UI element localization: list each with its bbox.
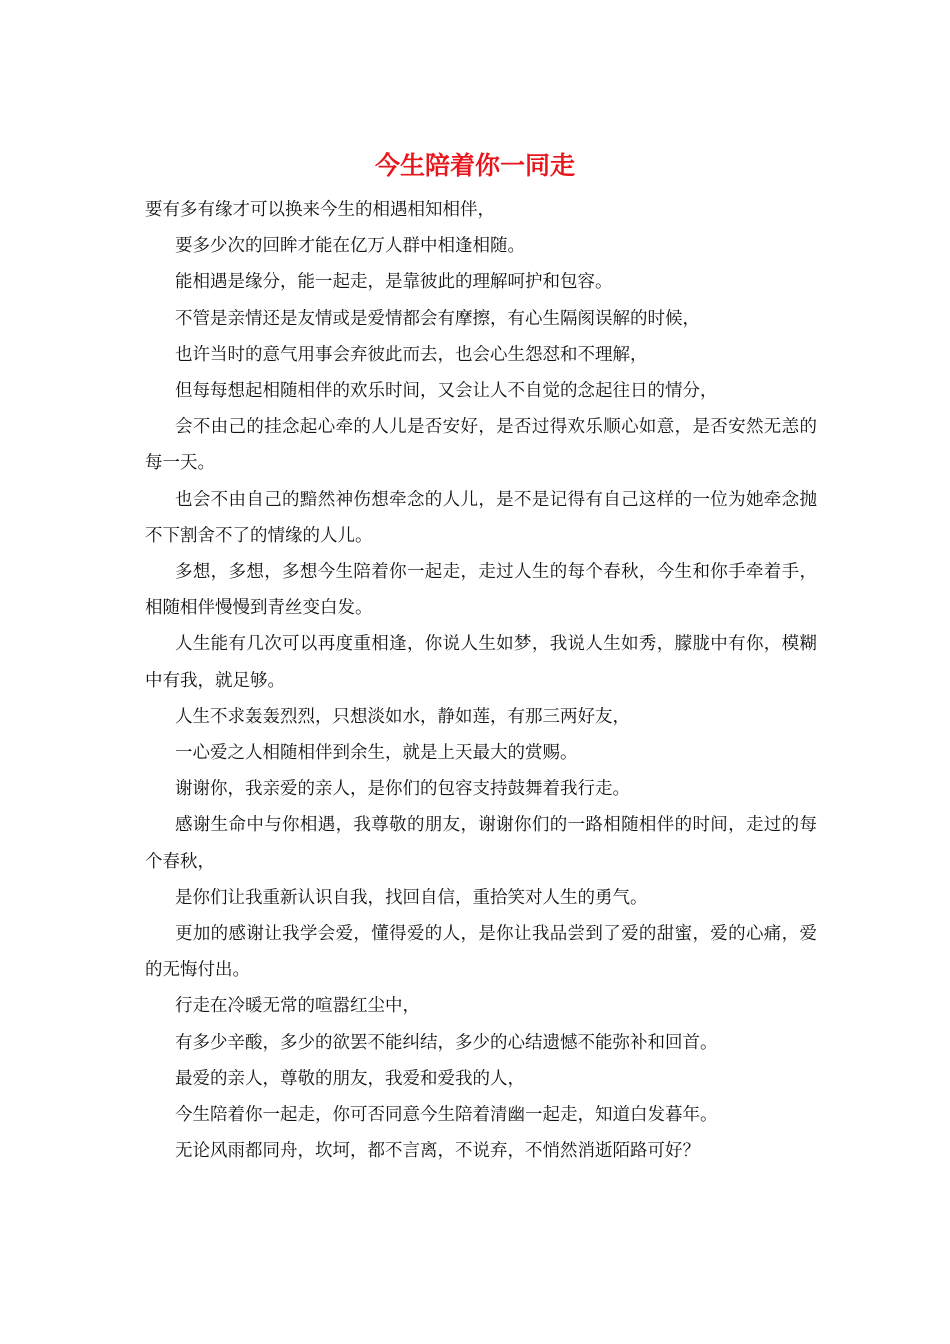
paragraph: 一心爱之人相随相伴到余生，就是上天最大的赏赐。 xyxy=(175,743,578,764)
document-title: 今生陪着你一同走 xyxy=(374,151,575,180)
paragraph: 感谢生命中与你相遇，我尊敬的朋友，谢谢你们的一路相随相伴的时间，走过的每个春秋， xyxy=(145,815,817,872)
paragraph: 行走在冷暖无常的喧嚣红尘中， xyxy=(175,996,420,1017)
paragraph: 能相遇是缘分，能一起走，是靠彼此的理解呵护和包容。 xyxy=(175,272,613,293)
paragraph: 要有多有缘才可以换来今生的相遇相知相伴， xyxy=(145,200,495,220)
paragraph: 有多少辛酸，多少的欲罢不能纠结，多少的心结遗憾不能弥补和回首。 xyxy=(175,1032,718,1053)
paragraph: 也会不由自己的黯然神伤想牵念的人儿，是不是记得有自己这样的一位为她牵念抛不下割舍不了的情缘的人儿。 xyxy=(145,489,817,546)
paragraph: 今生陪着你一起走，你可否同意今生陪着清幽一起走，知道白发暮年。 xyxy=(175,1105,718,1126)
paragraph: 会不由己的挂念起心牵的人儿是否安好，是否过得欢乐顺心如意，是否安然无恙的每一天。 xyxy=(145,417,817,474)
paragraph: 人生不求轰轰烈烈，只想淡如水，静如莲，有那三两好友， xyxy=(175,706,630,727)
document-body xyxy=(145,192,817,1169)
paragraph: 不管是亲情还是友情或是爱情都会有摩擦，有心生隔阂误解的时候， xyxy=(175,308,700,329)
paragraph: 是你们让我重新认识自我，找回自信，重拾笑对人生的勇气。 xyxy=(175,887,648,908)
paragraph: 也许当时的意气用事会弃彼此而去，也会心生怨怼和不理解， xyxy=(175,344,648,365)
paragraph: 多想，多想，多想今生陪着你一起走，走过人生的每个春秋，今生和你手牵着手，相随相伴慢慢到青丝变白发。 xyxy=(145,562,817,619)
paragraph: 但每每想起相随相伴的欢乐时间，又会让人不自觉的念起往日的情分， xyxy=(175,381,718,402)
paragraph: 要多少次的回眸才能在亿万人群中相逢相随。 xyxy=(175,236,525,257)
paragraph: 无论风雨都同舟，坎坷，都不言离，不说弃，不悄然消逝陌路可好？ xyxy=(175,1141,700,1162)
paragraph: 更加的感谢让我学会爱，懂得爱的人，是你让我品尝到了爱的甜蜜，爱的心痛，爱的无悔付出。 xyxy=(145,924,817,981)
paragraph: 最爱的亲人，尊敬的朋友，我爱和爱我的人， xyxy=(175,1068,525,1089)
paragraph: 谢谢你，我亲爱的亲人，是你们的包容支持鼓舞着我行走。 xyxy=(175,779,630,800)
paragraph: 人生能有几次可以再度重相逢，你说人生如梦，我说人生如秀，朦胧中有你，模糊中有我，就足够。 xyxy=(145,634,817,691)
